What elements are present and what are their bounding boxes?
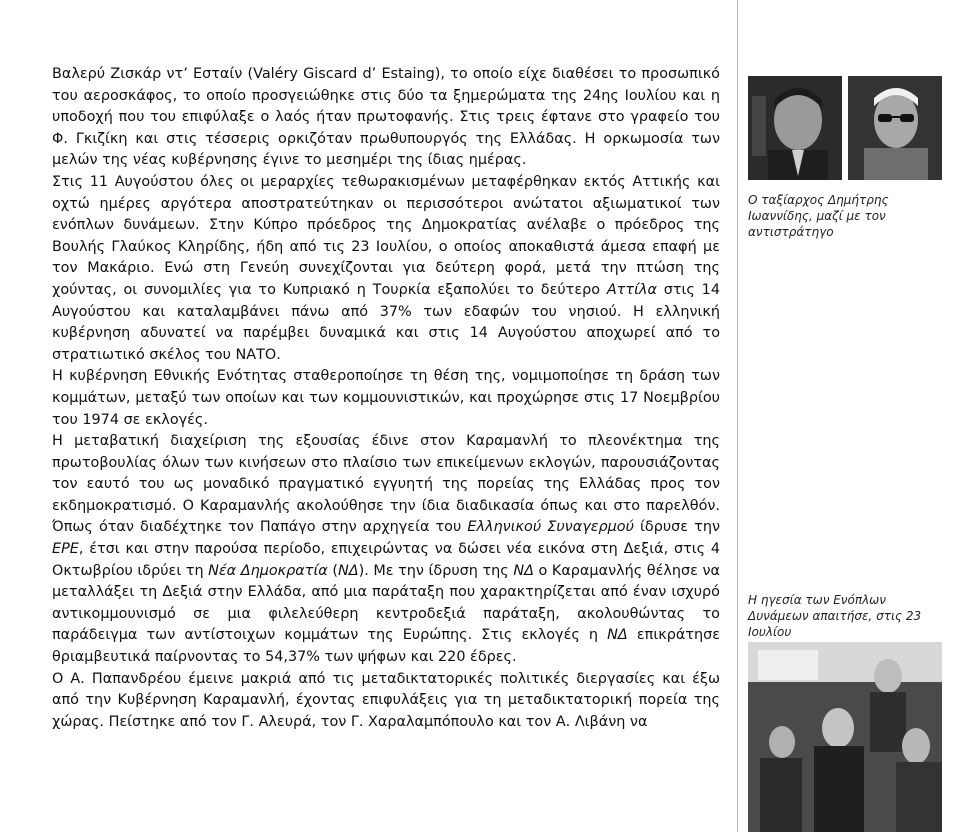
body-paragraph bbox=[52, 431, 720, 669]
portrait-photo-left bbox=[748, 76, 842, 180]
group-photo bbox=[748, 642, 942, 832]
text-run: ο Καραμανλής θέλησε να μεταλλάξει τη Δεξιά στην Ελλάδα, από μια παράταξη που χαρακτηρίζεται από έναν ισχυρό αντικομμουνισμό σε μια φιλελεύθερη κεντροδεξιά παράταξη, ακολουθώντας το παράδειγμα των αντίστοιχων κομμάτων της Ευρώπης. Στις εκλογές η bbox=[52, 562, 720, 644]
caption-top: Ο ταξίαρχος Δημήτρης Ιωαννίδης, μαζί με τον αντιστράτηγο bbox=[748, 193, 889, 239]
portrait-photo-right bbox=[848, 76, 942, 180]
text-run: στις 14 Αυγούστου και καταλαμβάνει πάνω από 37% των εδαφών του νησιού. Η ελληνική κυβέρνηση αδυνατεί να παρέμβει δυναμικά και στις 14 Αυγούστου αποχωρεί από το στρατιωτικό σκέλος του ΝΑΤΟ. bbox=[52, 281, 720, 363]
body-paragraph bbox=[52, 172, 720, 366]
text-run: , έτσι και στην παρούσα περίοδο, επιχειρώντας να δώσει νέα εικόνα στη Δεξιά, στις 4 Οκτωβρίου ιδρύει τη bbox=[52, 541, 720, 579]
italic-term: ΝΔ bbox=[338, 562, 359, 579]
text-run: Ο Α. Παπανδρέου έμεινε μακριά από τις μεταδικτατορικές πολιτικές διεργασίες και έξω από την Κυβέρνηση Καραμανλή, έχοντας επιφυλάξεις για τη μεταδικτατορική πορεία της χώρας. Πείστηκε από τον Γ. Αλευρά, τον Γ. Χαραλαμπόπουλο και τον Α. Λιβάνη να bbox=[52, 670, 720, 730]
text-run: Η μεταβατική διαχείριση της εξουσίας έδινε στον Καραμανλή το πλεονέκτημα της πρωτοβουλίας όλων των κινήσεων στο πλαίσιο των επικείμενων εκλογών, παρουσιάζοντας τον εαυτό του ως μοναδικό πραγματικό εγγυητή της πορείας της Ελλάδας προς τον εκδημοκρατισμό. Ο Καραμανλής ακολούθησε την ίδια διαδικασία όπως και στο παρελθόν. Όπως όταν διαδέχτηκε τον Παπάγο στην αρχηγεία του bbox=[52, 433, 720, 536]
text-run: ίδρυσε την bbox=[633, 519, 720, 536]
text-run: ( bbox=[327, 562, 338, 579]
text-run: επικράτησε θριαμβευτικά παίρνοντας το 54,37% των ψήφων και 220 έδρες. bbox=[52, 627, 721, 666]
italic-term: Αττίλα bbox=[606, 281, 657, 298]
column-divider bbox=[737, 0, 738, 832]
italic-term: ΕΡΕ bbox=[52, 541, 79, 558]
text-run: ). Με την ίδρυση της bbox=[358, 562, 514, 579]
body-paragraph bbox=[52, 366, 720, 431]
italic-term: Ελληνικού Συναγερμού bbox=[467, 519, 634, 536]
caption-bottom: Η ηγεσία των Ενόπλων Δυνάμεων απαιτήσε, στις 23 Ιουλίου bbox=[748, 593, 922, 639]
italic-term: ΝΔ bbox=[607, 627, 628, 644]
italic-term: Νέα Δημοκρατία bbox=[208, 562, 328, 579]
top-photo-pair bbox=[748, 76, 942, 180]
text-run: Στις 11 Αυγούστου όλες οι μεραρχίες τεθωρακισμένων μεταφέρθηκαν εκτός Αττικής και οχτώ ημέρες αργότερα αποστρατεύτηκαν οι περισσότεροι ανώτατοι αξιωματικοί των ενόπλων δυνάμεων. Στην Κύπρο πρόεδρος της Δημοκρατίας ανέλαβε ο πρόεδρος της Βουλής Γλαύκος Κληρίδης, ήδη από τις 23 Ιουλίου, ο οποίος αποκαθιστά άμεσα επαφή με τον Μακάριο. Ενώ στη Γενεύη συνεχίζονται για δεύτερη φορά, μετά την πτώση της χούντας, οι συνομιλίες για το Κυπριακό η Τουρκία εξαπολύει το δεύτερο bbox=[52, 173, 720, 298]
body-paragraph bbox=[52, 64, 720, 172]
main-text-column bbox=[52, 64, 720, 733]
text-run: Βαλερύ Ζισκάρ ντ’ Εσταίν (Valéry Giscard d’ Estaing), το οποίο είχε διαθέσει το προσωπικό του αεροσκάφος, το οποίο προσγειώθηκε στις δύο τα ξημερώματα της 24ης Ιουλίου και η υποδοχή που του επιφύλαξε ο λαός ήταν πρωτοφανής. Στις τρεις έφτανε στο γραφείο του Φ. Γκιζίκη και στις τέσσερις ορκιζόταν πρωθυπουργός της Ελλάδας. Η ορκωμοσία των μελών της νέας κυβέρνησης έγινε το μεσημέρι της ίδιας ημέρας. bbox=[52, 66, 720, 169]
text-run: Η κυβέρνηση Εθνικής Ενότητας σταθεροποίησε τη θέση της, νομιμοποίησε τη δράση των κομμάτων, μεταξύ των οποίων και των κομμουνιστικών, και προχώρησε στις 17 Νοεμβρίου του 1974 σε εκλογές. bbox=[52, 368, 720, 428]
italic-term: ΝΔ bbox=[513, 562, 534, 579]
body-paragraph bbox=[52, 669, 720, 734]
